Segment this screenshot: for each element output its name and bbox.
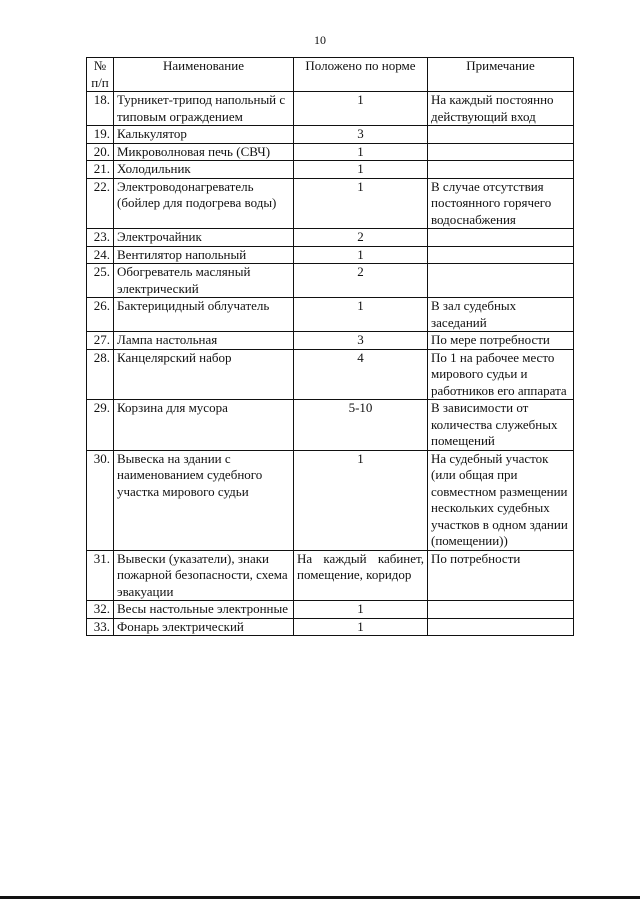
row-num: 23. <box>87 229 114 247</box>
row-note <box>428 161 574 179</box>
header-note: Примечание <box>428 58 574 92</box>
table-row <box>87 178 574 229</box>
row-name: Обогреватель масляный электрический <box>114 264 294 298</box>
row-note <box>428 229 574 247</box>
row-name: Электроводонагреватель (бойлер для подогрева воды) <box>114 178 294 229</box>
row-name: Корзина для мусора <box>114 400 294 451</box>
row-num: 27. <box>87 332 114 350</box>
row-note: В случае отсутствия постоянного горячего водоснабжения <box>428 178 574 229</box>
row-name: Бактерицидный облучатель <box>114 298 294 332</box>
table-row <box>87 264 574 298</box>
row-qty: 1 <box>294 601 428 619</box>
row-qty: 1 <box>294 618 428 636</box>
row-qty: 1 <box>294 92 428 126</box>
row-qty: 2 <box>294 229 428 247</box>
row-name: Калькулятор <box>114 126 294 144</box>
row-name: Турникет-трипод напольный с типовым ограждением <box>114 92 294 126</box>
row-num: 30. <box>87 450 114 550</box>
row-num: 26. <box>87 298 114 332</box>
row-num: 31. <box>87 550 114 601</box>
row-note <box>428 601 574 619</box>
row-name: Фонарь электрический <box>114 618 294 636</box>
row-note <box>428 618 574 636</box>
table-row <box>87 400 574 451</box>
row-name: Вентилятор напольный <box>114 246 294 264</box>
row-qty: 2 <box>294 264 428 298</box>
row-note: На судебный участок (или общая при совместном размещении нескольких судебных участков в одном здании (помещении)) <box>428 450 574 550</box>
row-name: Вывески (указатели), знаки пожарной безопасности, схема эвакуации <box>114 550 294 601</box>
row-name: Электрочайник <box>114 229 294 247</box>
row-qty: 1 <box>294 450 428 550</box>
row-qty: 3 <box>294 332 428 350</box>
row-note <box>428 246 574 264</box>
row-note <box>428 264 574 298</box>
row-num: 18. <box>87 92 114 126</box>
row-note <box>428 143 574 161</box>
table-row <box>87 229 574 247</box>
header-name: Наименование <box>114 58 294 92</box>
row-note: По потребности <box>428 550 574 601</box>
header-row <box>87 58 574 92</box>
row-qty: 4 <box>294 349 428 400</box>
table-row <box>87 550 574 601</box>
table-header <box>87 58 574 92</box>
row-qty: 1 <box>294 161 428 179</box>
row-note: По 1 на рабочее место мирового судьи и работников его аппарата <box>428 349 574 400</box>
row-num: 24. <box>87 246 114 264</box>
row-qty: 1 <box>294 298 428 332</box>
row-name: Вывеска на здании с наименованием судебного участка мирового судьи <box>114 450 294 550</box>
row-num: 29. <box>87 400 114 451</box>
row-qty: 1 <box>294 246 428 264</box>
table-row <box>87 450 574 550</box>
bottom-border-line <box>0 896 640 899</box>
table-row <box>87 92 574 126</box>
page-number: 10 <box>314 33 326 47</box>
table-body <box>87 92 574 636</box>
table-row <box>87 298 574 332</box>
row-qty: 1 <box>294 143 428 161</box>
row-note: По мере потребности <box>428 332 574 350</box>
row-note <box>428 126 574 144</box>
table-row <box>87 618 574 636</box>
row-qty: 5-10 <box>294 400 428 451</box>
row-name: Холодильник <box>114 161 294 179</box>
table-row <box>87 143 574 161</box>
row-name: Канцелярский набор <box>114 349 294 400</box>
row-qty: На каждый кабинет, помещение, коридор <box>294 550 428 601</box>
row-num: 33. <box>87 618 114 636</box>
header-qty: Положено по норме <box>294 58 428 92</box>
row-num: 21. <box>87 161 114 179</box>
row-num: 32. <box>87 601 114 619</box>
row-name: Весы настольные электронные <box>114 601 294 619</box>
table-row <box>87 332 574 350</box>
table-row <box>87 246 574 264</box>
row-num: 19. <box>87 126 114 144</box>
row-num: 22. <box>87 178 114 229</box>
row-note: В зал судебных заседаний <box>428 298 574 332</box>
row-name: Микроволновая печь (СВЧ) <box>114 143 294 161</box>
row-num: 25. <box>87 264 114 298</box>
table-row <box>87 601 574 619</box>
row-note: В зависимости от количества служебных помещений <box>428 400 574 451</box>
row-qty: 3 <box>294 126 428 144</box>
table-row <box>87 126 574 144</box>
header-num: № п/п <box>87 58 114 92</box>
row-note: На каждый постоянно действующий вход <box>428 92 574 126</box>
row-qty: 1 <box>294 178 428 229</box>
table-row <box>87 349 574 400</box>
row-num: 20. <box>87 143 114 161</box>
row-name: Лампа настольная <box>114 332 294 350</box>
table-row <box>87 161 574 179</box>
equipment-table <box>86 57 574 636</box>
row-num: 28. <box>87 349 114 400</box>
